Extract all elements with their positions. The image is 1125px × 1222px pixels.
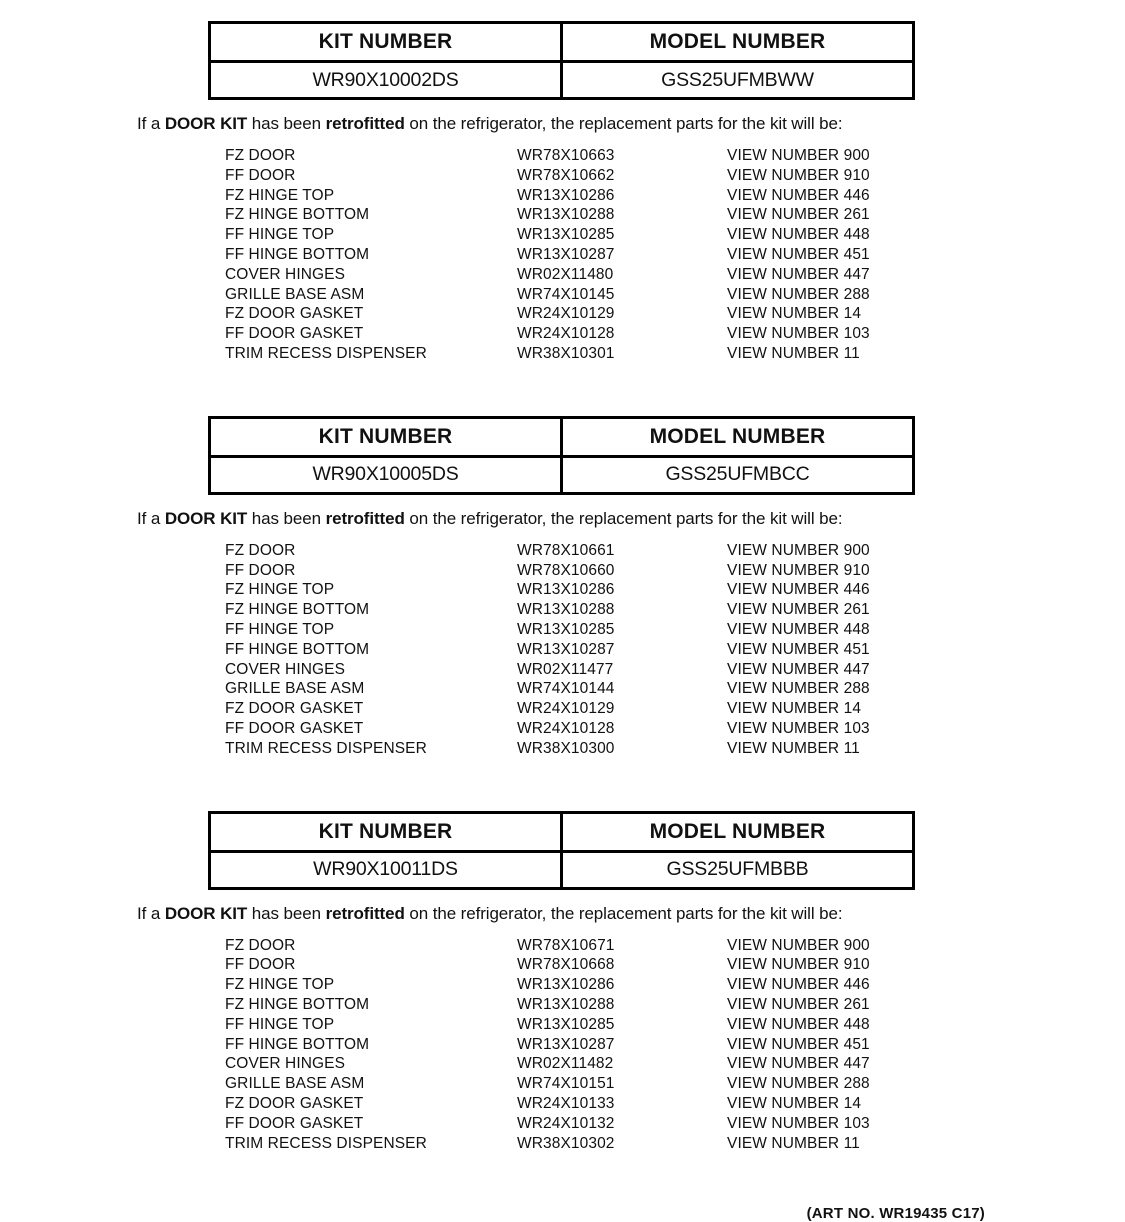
kit-number-header: KIT NUMBER — [210, 23, 562, 62]
part-row — [0, 561, 1125, 581]
part-name: FF HINGE TOP — [225, 226, 335, 244]
part-number-value: WR38X10302 — [517, 1134, 615, 1152]
view-number: VIEW NUMBER 447 — [727, 265, 870, 283]
art-number-footer: (ART NO. WR19435 C17) — [806, 1205, 985, 1222]
retrofit-note-mid: has been — [247, 508, 326, 528]
part-row — [0, 186, 1125, 206]
kit-section — [0, 416, 1125, 759]
part-row — [0, 679, 1125, 699]
part-row — [0, 1114, 1125, 1134]
part-name: FF HINGE TOP — [225, 620, 335, 638]
table-value-row — [210, 62, 914, 99]
part-number-value: WR78X10662 — [517, 166, 615, 184]
part-row — [0, 936, 1125, 956]
retrofit-note — [137, 903, 1125, 924]
part-name: FF HINGE BOTTOM — [225, 245, 370, 263]
view-number: VIEW NUMBER 11 — [727, 344, 860, 362]
kit-section — [0, 21, 1125, 364]
part-number-value: WR74X10145 — [517, 285, 615, 303]
part-number-value: WR24X10129 — [517, 700, 615, 718]
parts-list — [0, 541, 1125, 759]
part-row — [0, 324, 1125, 344]
retrofit-note-suffix: on the refrigerator, the replacement parts for the kit will be: — [404, 114, 843, 133]
view-number: VIEW NUMBER 451 — [727, 1035, 870, 1053]
view-number: VIEW NUMBER 900 — [727, 147, 870, 164]
part-row — [0, 699, 1125, 719]
parts-list — [0, 146, 1125, 364]
view-number: VIEW NUMBER 261 — [727, 601, 870, 619]
view-number: VIEW NUMBER 11 — [727, 1134, 860, 1152]
view-number: VIEW NUMBER 288 — [727, 680, 870, 698]
view-number: VIEW NUMBER 447 — [727, 1055, 870, 1073]
part-name: TRIM RECESS DISPENSER — [225, 1134, 427, 1152]
kit-number-header: KIT NUMBER — [210, 812, 562, 851]
table-header-row — [210, 23, 914, 62]
view-number: VIEW NUMBER 910 — [727, 561, 870, 579]
retrofit-note-mid: has been — [247, 903, 326, 923]
part-number-value: WR38X10300 — [517, 739, 615, 757]
model-number-header: MODEL NUMBER — [562, 23, 914, 62]
model-number-value: GSS25UFMBWW — [562, 62, 914, 99]
sections-container — [0, 21, 1125, 1153]
part-number-value: WR24X10129 — [517, 305, 615, 323]
part-number-value: WR13X10286 — [517, 581, 615, 599]
part-name: TRIM RECESS DISPENSER — [225, 344, 427, 362]
part-row — [0, 541, 1125, 561]
retrofit-note-mid: has been — [247, 114, 326, 133]
retrofit-note-prefix: If a — [137, 903, 165, 923]
part-number-value: WR13X10287 — [517, 1035, 615, 1053]
part-name: FZ DOOR — [225, 147, 296, 164]
view-number: VIEW NUMBER 910 — [727, 166, 870, 184]
part-name: GRILLE BASE ASM — [225, 680, 365, 698]
view-number: VIEW NUMBER 451 — [727, 245, 870, 263]
part-name: FZ HINGE TOP — [225, 186, 335, 204]
view-number: VIEW NUMBER 103 — [727, 325, 870, 343]
part-name: FZ HINGE BOTTOM — [225, 995, 370, 1013]
part-number-value: WR78X10660 — [517, 561, 615, 579]
table-header-row — [210, 417, 914, 456]
retrofit-note — [137, 113, 1125, 134]
part-name: FF DOOR — [225, 561, 296, 579]
part-name: FZ DOOR GASKET — [225, 1094, 364, 1112]
retrofit-note — [137, 508, 1125, 529]
part-name: FZ DOOR — [225, 936, 296, 954]
retrofit-note-prefix: If a — [137, 508, 165, 528]
part-name: COVER HINGES — [225, 265, 346, 283]
part-name: FZ HINGE BOTTOM — [225, 206, 370, 224]
part-number-value: WR02X11482 — [517, 1055, 614, 1073]
view-number: VIEW NUMBER 448 — [727, 620, 870, 638]
part-number-value: WR74X10144 — [517, 680, 615, 698]
part-number-value: WR13X10286 — [517, 976, 615, 994]
part-name: FF DOOR — [225, 956, 296, 974]
part-name: TRIM RECESS DISPENSER — [225, 739, 427, 757]
part-row — [0, 719, 1125, 739]
part-row — [0, 975, 1125, 995]
door-kit-bold: DOOR KIT — [164, 903, 248, 923]
part-name: FF DOOR — [225, 166, 296, 184]
part-name: FF DOOR GASKET — [225, 719, 364, 737]
part-row — [0, 146, 1125, 166]
model-number-value: GSS25UFMBCC — [562, 456, 914, 493]
table-value-row — [210, 851, 914, 888]
part-number-value: WR13X10286 — [517, 186, 615, 204]
view-number: VIEW NUMBER 446 — [727, 186, 870, 204]
part-row — [0, 660, 1125, 680]
view-number: VIEW NUMBER 900 — [727, 936, 870, 954]
part-number-value: WR78X10661 — [517, 541, 615, 559]
view-number: VIEW NUMBER 288 — [727, 285, 870, 303]
part-name: FZ HINGE TOP — [225, 581, 335, 599]
part-row — [0, 1134, 1125, 1154]
part-name: FF DOOR GASKET — [225, 1114, 364, 1132]
part-number-value: WR13X10287 — [517, 245, 615, 263]
door-kit-bold: DOOR KIT — [164, 114, 248, 133]
retrofit-note-suffix: on the refrigerator, the replacement parts for the kit will be: — [404, 903, 843, 923]
view-number: VIEW NUMBER 448 — [727, 226, 870, 244]
kit-model-table — [208, 416, 915, 495]
part-row — [0, 285, 1125, 305]
part-name: FF DOOR GASKET — [225, 325, 364, 343]
view-number: VIEW NUMBER 910 — [727, 956, 870, 974]
part-row — [0, 1074, 1125, 1094]
part-row — [0, 640, 1125, 660]
view-number: VIEW NUMBER 11 — [727, 739, 860, 757]
part-row — [0, 1015, 1125, 1035]
part-row — [0, 166, 1125, 186]
part-number-value: WR24X10132 — [517, 1114, 615, 1132]
part-name: GRILLE BASE ASM — [225, 1075, 365, 1093]
view-number: VIEW NUMBER 14 — [727, 305, 862, 323]
part-number-value: WR24X10128 — [517, 719, 615, 737]
part-row — [0, 995, 1125, 1015]
view-number: VIEW NUMBER 900 — [727, 541, 870, 559]
part-row — [0, 739, 1125, 759]
part-name: FZ DOOR GASKET — [225, 305, 364, 323]
part-name: FZ DOOR GASKET — [225, 700, 364, 718]
part-number-value: WR02X11477 — [517, 660, 614, 678]
part-row — [0, 1035, 1125, 1055]
door-kit-bold: DOOR KIT — [164, 508, 248, 528]
part-name: COVER HINGES — [225, 660, 346, 678]
view-number: VIEW NUMBER 261 — [727, 206, 870, 224]
kit-model-table — [208, 811, 915, 890]
part-number-value: WR13X10288 — [517, 995, 615, 1013]
part-number-value: WR13X10288 — [517, 601, 615, 619]
view-number: VIEW NUMBER 103 — [727, 1114, 870, 1132]
part-row — [0, 600, 1125, 620]
kit-number-value: WR90X10002DS — [210, 62, 562, 99]
kit-number-value: WR90X10011DS — [210, 851, 562, 888]
view-number: VIEW NUMBER 451 — [727, 640, 870, 658]
retrofit-note-suffix: on the refrigerator, the replacement parts for the kit will be: — [404, 508, 843, 528]
view-number: VIEW NUMBER 448 — [727, 1015, 870, 1033]
view-number: VIEW NUMBER 288 — [727, 1075, 870, 1093]
view-number: VIEW NUMBER 14 — [727, 1094, 862, 1112]
part-number-value: WR74X10151 — [517, 1075, 615, 1093]
part-number-value: WR02X11480 — [517, 265, 614, 283]
part-row — [0, 620, 1125, 640]
kit-model-table — [208, 21, 915, 100]
view-number: VIEW NUMBER 447 — [727, 660, 870, 678]
part-row — [0, 580, 1125, 600]
view-number: VIEW NUMBER 103 — [727, 719, 870, 737]
part-row — [0, 304, 1125, 324]
retrofitted-bold: retrofitted — [325, 508, 405, 528]
part-row — [0, 955, 1125, 975]
part-name: FZ HINGE TOP — [225, 976, 335, 994]
retrofitted-bold: retrofitted — [325, 903, 405, 923]
part-row — [0, 245, 1125, 265]
part-number-value: WR13X10288 — [517, 206, 615, 224]
part-number-value: WR78X10668 — [517, 956, 615, 974]
part-row — [0, 1094, 1125, 1114]
retrofitted-bold: retrofitted — [325, 114, 405, 133]
view-number: VIEW NUMBER 446 — [727, 581, 870, 599]
part-name: FF HINGE BOTTOM — [225, 640, 370, 658]
part-row — [0, 205, 1125, 225]
part-number-value: WR78X10663 — [517, 147, 615, 164]
part-name: COVER HINGES — [225, 1055, 346, 1073]
part-number-value: WR13X10285 — [517, 620, 615, 638]
model-number-header: MODEL NUMBER — [562, 812, 914, 851]
part-row — [0, 265, 1125, 285]
part-number-value: WR24X10128 — [517, 325, 615, 343]
part-name: GRILLE BASE ASM — [225, 285, 365, 303]
view-number: VIEW NUMBER 446 — [727, 976, 870, 994]
part-row — [0, 1054, 1125, 1074]
table-value-row — [210, 456, 914, 493]
part-number-value: WR13X10285 — [517, 226, 615, 244]
part-name: FF HINGE BOTTOM — [225, 1035, 370, 1053]
kit-section — [0, 811, 1125, 1154]
part-name: FZ HINGE BOTTOM — [225, 601, 370, 619]
parts-list — [0, 936, 1125, 1154]
part-number-value: WR13X10285 — [517, 1015, 615, 1033]
part-name: FZ DOOR — [225, 541, 296, 559]
kit-number-header: KIT NUMBER — [210, 417, 562, 456]
part-number-value: WR78X10671 — [517, 936, 615, 954]
part-number-value: WR38X10301 — [517, 344, 615, 362]
part-number-value: WR24X10133 — [517, 1094, 615, 1112]
part-name: FF HINGE TOP — [225, 1015, 335, 1033]
model-number-value: GSS25UFMBBB — [562, 851, 914, 888]
model-number-header: MODEL NUMBER — [562, 417, 914, 456]
kit-number-value: WR90X10005DS — [210, 456, 562, 493]
part-row — [0, 225, 1125, 245]
view-number: VIEW NUMBER 14 — [727, 700, 862, 718]
view-number: VIEW NUMBER 261 — [727, 995, 870, 1013]
retrofit-note-prefix: If a — [137, 114, 165, 133]
part-number-value: WR13X10287 — [517, 640, 615, 658]
table-header-row — [210, 812, 914, 851]
part-row — [0, 344, 1125, 364]
